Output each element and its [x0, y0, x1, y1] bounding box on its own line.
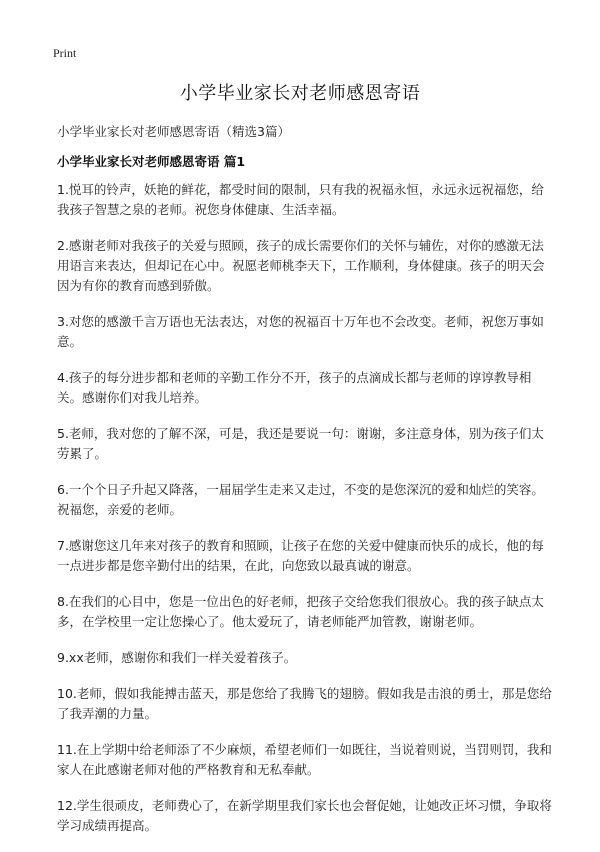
paragraph-8: 8.在我们的心目中，您是一位出色的好老师，把孩子交给您我们很放心。我的孩子缺点太多，在学校里一定让您操心了。他太爱玩了，请老师能严加管教，谢谢老师。	[57, 594, 544, 629]
paragraph-5: 5.老师，我对您的了解不深，可是，我还是要说一句：谢谢，多注意身体，别为孩子们太劳累了。	[57, 426, 544, 461]
paragraph-12: 12.学生很顽皮，老师费心了，在新学期里我们家长也会督促她，让她改正坏习惯，争取将学习成绩再提高。	[57, 798, 552, 833]
paragraph-7: 7.感谢您这几年来对孩子的教育和照顾，让孩子在您的关爱中健康而快乐的成长，他的每一点进步都是您辛勤付出的结果，在此，向您致以最真诚的谢意。	[57, 538, 544, 573]
paragraph-10: 10.老师，假如我能搏击蓝天，那是您给了我腾飞的翅膀。假如我是击浪的勇士，那是您给了我弄潮的力量。	[57, 686, 552, 721]
paragraph-3: 3.对您的感激千言万语也无法表达，对您的祝福百十万年也不会改变。老师，祝您万事如意。	[57, 314, 544, 349]
print-label: Print	[53, 46, 77, 60]
paragraph-9: 9.xx老师，感谢你和我们一样关爱着孩子。	[57, 650, 297, 665]
document-body	[57, 180, 553, 852]
page-title: 小学毕业家长对老师感恩寄语	[179, 83, 421, 104]
paragraph-1: 1.悦耳的铃声，妖艳的鲜花，都受时间的限制，只有我的祝福永恒，永远永远祝福您，给我孩子智慧之泉的老师。祝您身体健康、生活幸福。	[57, 182, 544, 217]
section-heading: 小学毕业家长对老师感恩寄语 篇1	[57, 154, 246, 169]
paragraph-4: 4.孩子的每分进步都和老师的辛勤工作分不开，孩子的点滴成长都与老师的谆谆教导相关。感谢你们对我儿培养。	[57, 370, 532, 405]
document-subtitle: 小学毕业家长对老师感恩寄语（精选3篇）	[57, 124, 290, 139]
paragraph-2: 2.感谢老师对我孩子的关爱与照顾，孩子的成长需要你们的关怀与辅佐，对你的感激无法用语言来表达，但却记在心中。祝愿老师桃李天下，工作顺利，身体健康。孩子的明天会因为有你的教育而感到骄傲。	[57, 238, 545, 293]
paragraph-11: 11.在上学期中给老师添了不少麻烦，希望老师们一如既往，当说着则说，当罚则罚，我和家人在此感谢老师对他的严格教育和无私奉献。	[57, 742, 552, 777]
paragraph-6: 6.一个个日子升起又降落，一届届学生走来又走过，不变的是您深沉的爱和灿烂的笑容。祝福您，亲爱的老师。	[57, 482, 544, 517]
